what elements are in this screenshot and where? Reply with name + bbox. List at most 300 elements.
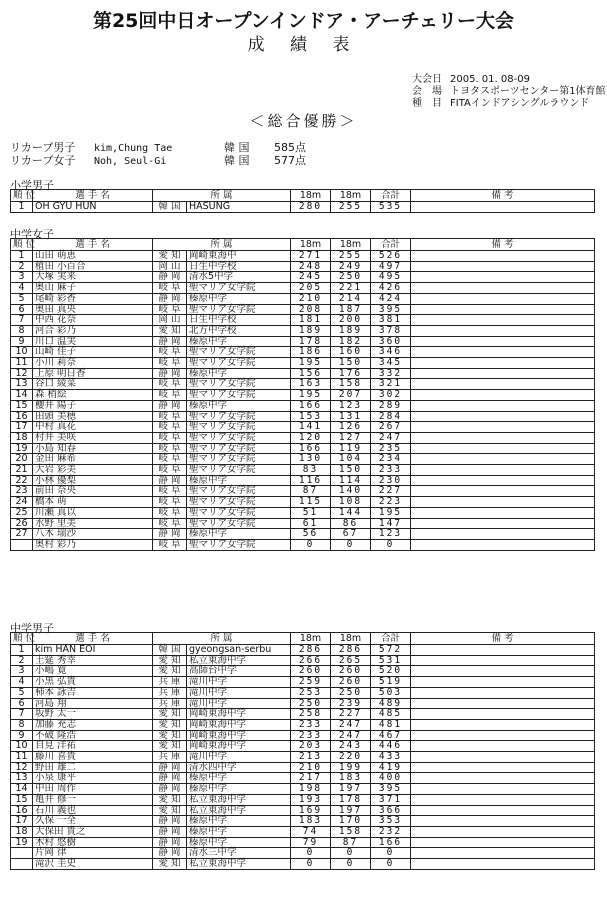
round2-score-cell: 239 <box>331 698 371 709</box>
prefecture-cell: 岐 阜 <box>153 539 187 550</box>
prefecture-cell: 静 岡 <box>153 837 187 848</box>
round2-score-cell: 200 <box>331 315 371 326</box>
header-round1: 18m <box>291 239 331 251</box>
rank-cell: 5 <box>11 687 33 698</box>
prefecture-cell: 静 岡 <box>153 816 187 827</box>
round1-score-cell: 210 <box>291 762 331 773</box>
prefecture-cell: 岐 阜 <box>153 390 187 401</box>
rank-cell: 19 <box>11 837 33 848</box>
note-cell <box>411 826 595 837</box>
round2-score-cell: 249 <box>331 261 371 272</box>
club-cell: 聖マリア女学院 <box>187 539 291 550</box>
athlete-name-cell: 野田 雄二 <box>33 762 153 773</box>
award-score: 585点 <box>274 141 306 154</box>
total-score-cell: 467 <box>371 730 411 741</box>
athlete-name-cell: 中村 真花 <box>33 422 153 433</box>
round1-score-cell: 0 <box>291 539 331 550</box>
prefecture-cell: 岐 阜 <box>153 379 187 390</box>
club-cell: 榛原中学 <box>187 784 291 795</box>
prefecture-cell: 兵 庫 <box>153 677 187 688</box>
document-subtitle: 成 績 表 <box>247 35 360 55</box>
prefecture-cell: 愛 知 <box>153 719 187 730</box>
table-row <box>11 719 595 730</box>
total-score-cell: 166 <box>371 837 411 848</box>
header-round2: 18m <box>331 190 371 202</box>
table-row <box>11 752 595 763</box>
rank-cell: 3 <box>11 272 33 283</box>
round1-score-cell: 87 <box>291 486 331 497</box>
round1-score-cell: 166 <box>291 443 331 454</box>
header-total: 合計 <box>371 633 411 645</box>
prefecture-cell: 岐 阜 <box>153 507 187 518</box>
note-cell <box>411 465 595 476</box>
club-cell: 聖マリア女学院 <box>187 497 291 508</box>
club-cell: 北方中学校 <box>187 325 291 336</box>
table-row <box>11 741 595 752</box>
total-score-cell: 446 <box>371 741 411 752</box>
club-cell: 清水四中学 <box>187 762 291 773</box>
prefecture-cell: 愛 知 <box>153 666 187 677</box>
total-score-cell: 481 <box>371 719 411 730</box>
note-cell <box>411 454 595 465</box>
note-cell <box>411 848 595 859</box>
header-total: 合計 <box>371 239 411 251</box>
prefecture-cell: 愛 知 <box>153 655 187 666</box>
club-cell: 岡崎東海中学 <box>187 730 291 741</box>
award-country: 韓 国 <box>224 154 250 167</box>
table-row <box>11 390 595 401</box>
prefecture-cell: 愛 知 <box>153 859 187 870</box>
table-row <box>11 730 595 741</box>
total-score-cell: 395 <box>371 784 411 795</box>
rank-cell: 21 <box>11 465 33 476</box>
table-row <box>11 709 595 720</box>
table-row <box>11 411 595 422</box>
rank-cell: 3 <box>11 666 33 677</box>
table-row <box>11 272 595 283</box>
round2-score-cell: 150 <box>331 465 371 476</box>
header-name: 選 手 名 <box>33 190 153 202</box>
round2-score-cell: 187 <box>331 304 371 315</box>
total-score-cell: 381 <box>371 315 411 326</box>
round2-score-cell: 221 <box>331 283 371 294</box>
club-cell: 私立東海中学 <box>187 859 291 870</box>
club-cell: 聖マリア女学院 <box>187 432 291 443</box>
club-cell: 私立東海中学 <box>187 805 291 816</box>
club-cell: 聖マリア女学院 <box>187 507 291 518</box>
total-score-cell: 223 <box>371 497 411 508</box>
event-venue-value: トヨタスポーツセンター第1体育館 <box>450 86 606 97</box>
athlete-name-cell: 河島 翔 <box>33 698 153 709</box>
total-score-cell: 526 <box>371 251 411 262</box>
note-cell <box>411 400 595 411</box>
round2-score-cell: 126 <box>331 422 371 433</box>
table-row <box>11 687 595 698</box>
athlete-name-cell: 植田 小百合 <box>33 261 153 272</box>
round1-score-cell: 79 <box>291 837 331 848</box>
total-score-cell: 400 <box>371 773 411 784</box>
rank-cell: 13 <box>11 379 33 390</box>
round2-score-cell: 255 <box>331 202 371 213</box>
athlete-name-cell: 橋本 萌 <box>33 497 153 508</box>
prefecture-cell: 静 岡 <box>153 826 187 837</box>
prefecture-cell: 静 岡 <box>153 773 187 784</box>
table-header-row <box>11 190 595 202</box>
rank-cell: 24 <box>11 497 33 508</box>
club-cell: 聖マリア女学院 <box>187 347 291 358</box>
header-note: 備 考 <box>411 190 595 202</box>
club-cell: 榛原中学 <box>187 837 291 848</box>
rank-cell: 27 <box>11 529 33 540</box>
prefecture-cell: 兵 庫 <box>153 752 187 763</box>
round2-score-cell: 86 <box>331 518 371 529</box>
header-affiliation: 所 属 <box>153 239 291 251</box>
club-cell: 清水三中学 <box>187 848 291 859</box>
round1-score-cell: 0 <box>291 859 331 870</box>
header-affiliation: 所 属 <box>153 633 291 645</box>
rank-cell: 10 <box>11 347 33 358</box>
round1-score-cell: 286 <box>291 645 331 656</box>
club-cell: 聖マリア女学院 <box>187 283 291 294</box>
round1-score-cell: 245 <box>291 272 331 283</box>
prefecture-cell: 岐 阜 <box>153 518 187 529</box>
total-score-cell: 195 <box>371 507 411 518</box>
note-cell <box>411 741 595 752</box>
total-score-cell: 366 <box>371 805 411 816</box>
table-row <box>11 347 595 358</box>
note-cell <box>411 837 595 848</box>
round1-score-cell: 61 <box>291 518 331 529</box>
note-cell <box>411 859 595 870</box>
club-cell: 榛原中学 <box>187 293 291 304</box>
prefecture-cell: 静 岡 <box>153 529 187 540</box>
event-venue-row <box>412 86 606 98</box>
athlete-name-cell: OH GYU HUN <box>33 202 153 213</box>
prefecture-cell: 静 岡 <box>153 272 187 283</box>
round1-score-cell: 260 <box>291 666 331 677</box>
note-cell <box>411 304 595 315</box>
club-cell: 聖マリア女学院 <box>187 422 291 433</box>
table-row <box>11 698 595 709</box>
athlete-name-cell: 小川 莉奈 <box>33 358 153 369</box>
note-cell <box>411 794 595 805</box>
round1-score-cell: 195 <box>291 358 331 369</box>
header-round1: 18m <box>291 633 331 645</box>
prefecture-cell: 愛 知 <box>153 730 187 741</box>
athlete-name-cell: 小林 優梨 <box>33 475 153 486</box>
rank-cell: 5 <box>11 293 33 304</box>
prefecture-cell: 岐 阜 <box>153 443 187 454</box>
round2-score-cell: 144 <box>331 507 371 518</box>
table-row <box>11 486 595 497</box>
table-row <box>11 304 595 315</box>
round1-score-cell: 248 <box>291 261 331 272</box>
table-row <box>11 816 595 827</box>
total-score-cell: 531 <box>371 655 411 666</box>
round2-score-cell: 67 <box>331 529 371 540</box>
rank-cell: 23 <box>11 486 33 497</box>
note-cell <box>411 379 595 390</box>
athlete-name-cell: 村井 美咲 <box>33 432 153 443</box>
prefecture-cell: 岐 阜 <box>153 432 187 443</box>
table-row <box>11 677 595 688</box>
table-row <box>11 784 595 795</box>
rank-cell: 15 <box>11 794 33 805</box>
rank-cell: 26 <box>11 518 33 529</box>
total-score-cell: 371 <box>371 794 411 805</box>
total-score-cell: 321 <box>371 379 411 390</box>
header-note: 備 考 <box>411 633 595 645</box>
total-score-cell: 419 <box>371 762 411 773</box>
header-round2: 18m <box>331 239 371 251</box>
header-note: 備 考 <box>411 239 595 251</box>
round2-score-cell: 197 <box>331 805 371 816</box>
round1-score-cell: 259 <box>291 677 331 688</box>
athlete-name-cell: 滝沢 圭史 <box>33 859 153 870</box>
note-cell <box>411 816 595 827</box>
header-round2: 18m <box>331 633 371 645</box>
total-score-cell: 489 <box>371 698 411 709</box>
rank-cell: 14 <box>11 784 33 795</box>
athlete-name-cell: 片岡 律 <box>33 848 153 859</box>
round2-score-cell: 220 <box>331 752 371 763</box>
round1-score-cell: 258 <box>291 709 331 720</box>
prefecture-cell: 岐 阜 <box>153 486 187 497</box>
rank-cell: 17 <box>11 422 33 433</box>
club-cell: 聖マリア女学院 <box>187 390 291 401</box>
header-affiliation: 所 属 <box>153 190 291 202</box>
total-score-cell: 433 <box>371 752 411 763</box>
note-cell <box>411 698 595 709</box>
round1-score-cell: 115 <box>291 497 331 508</box>
total-score-cell: 503 <box>371 687 411 698</box>
total-score-cell: 123 <box>371 529 411 540</box>
round2-score-cell: 176 <box>331 368 371 379</box>
round1-score-cell: 193 <box>291 794 331 805</box>
prefecture-cell: 静 岡 <box>153 762 187 773</box>
total-score-cell: 332 <box>371 368 411 379</box>
club-cell: 榛原中学 <box>187 336 291 347</box>
prefecture-cell: 愛 知 <box>153 741 187 752</box>
group-label-elementary-boys: 小学男子 <box>10 179 54 192</box>
prefecture-cell: 岡 山 <box>153 261 187 272</box>
table-row <box>11 368 595 379</box>
prefecture-cell: 韓 国 <box>153 645 187 656</box>
award-row <box>10 152 306 168</box>
club-cell: 聖マリア女学院 <box>187 454 291 465</box>
prefecture-cell: 岐 阜 <box>153 347 187 358</box>
table-row <box>11 645 595 656</box>
total-score-cell: 426 <box>371 283 411 294</box>
round2-score-cell: 182 <box>331 336 371 347</box>
table-row <box>11 826 595 837</box>
table-row <box>11 202 595 213</box>
round1-score-cell: 183 <box>291 816 331 827</box>
athlete-name-cell: 奥田 真央 <box>33 304 153 315</box>
rank-cell: 12 <box>11 368 33 379</box>
total-score-cell: 0 <box>371 539 411 550</box>
note-cell <box>411 655 595 666</box>
club-cell: HASUNG <box>187 202 291 213</box>
athlete-name-cell: 前田 奈央 <box>33 486 153 497</box>
round2-score-cell: 178 <box>331 794 371 805</box>
club-cell: 榛原中学 <box>187 816 291 827</box>
rank-cell: 16 <box>11 805 33 816</box>
table-row <box>11 475 595 486</box>
prefecture-cell: 兵 庫 <box>153 698 187 709</box>
club-cell: 聖マリア女学院 <box>187 358 291 369</box>
round1-score-cell: 169 <box>291 805 331 816</box>
award-category: リカーブ男子 <box>10 141 76 154</box>
rank-cell <box>11 848 33 859</box>
rank-cell: 4 <box>11 677 33 688</box>
rank-cell: 1 <box>11 251 33 262</box>
round1-score-cell: 250 <box>291 698 331 709</box>
athlete-name-cell: 小黒 弘貴 <box>33 677 153 688</box>
round1-score-cell: 74 <box>291 826 331 837</box>
round1-score-cell: 266 <box>291 655 331 666</box>
prefecture-cell: 岐 阜 <box>153 454 187 465</box>
athlete-name-cell: 石川 義也 <box>33 805 153 816</box>
total-score-cell: 302 <box>371 390 411 401</box>
round2-score-cell: 158 <box>331 379 371 390</box>
round2-score-cell: 243 <box>331 741 371 752</box>
total-score-cell: 520 <box>371 666 411 677</box>
prefecture-cell: 岐 阜 <box>153 411 187 422</box>
award-country: 韓 国 <box>224 141 250 154</box>
athlete-name-cell: 土筵 秀幸 <box>33 655 153 666</box>
note-cell <box>411 497 595 508</box>
club-cell: 聖マリア女学院 <box>187 411 291 422</box>
total-score-cell: 345 <box>371 358 411 369</box>
round2-score-cell: 127 <box>331 432 371 443</box>
note-cell <box>411 486 595 497</box>
round2-score-cell: 250 <box>331 687 371 698</box>
athlete-name-cell: 小泉 康平 <box>33 773 153 784</box>
table-row <box>11 261 595 272</box>
note-cell <box>411 422 595 433</box>
rank-cell: 13 <box>11 773 33 784</box>
event-date-label: 大会日 <box>412 74 442 85</box>
round1-score-cell: 186 <box>291 347 331 358</box>
rank-cell: 7 <box>11 709 33 720</box>
prefecture-cell: 岐 阜 <box>153 497 187 508</box>
rank-cell: 6 <box>11 304 33 315</box>
club-cell: 滝川中学 <box>187 698 291 709</box>
rank-cell: 2 <box>11 261 33 272</box>
athlete-name-cell: 川瀬 真以 <box>33 507 153 518</box>
total-score-cell: 0 <box>371 859 411 870</box>
prefecture-cell: 兵 庫 <box>153 687 187 698</box>
table-row <box>11 432 595 443</box>
note-cell <box>411 730 595 741</box>
round1-score-cell: 141 <box>291 422 331 433</box>
round2-score-cell: 250 <box>331 272 371 283</box>
total-score-cell: 395 <box>371 304 411 315</box>
total-score-cell: 497 <box>371 261 411 272</box>
club-cell: 岡崎東海中学 <box>187 709 291 720</box>
table-row <box>11 315 595 326</box>
event-info <box>412 74 606 110</box>
round2-score-cell: 87 <box>331 837 371 848</box>
athlete-name-cell: 小島 知春 <box>33 443 153 454</box>
total-score-cell: 495 <box>371 272 411 283</box>
athlete-name-cell: 自見 洋祐 <box>33 741 153 752</box>
rank-cell: 10 <box>11 741 33 752</box>
round2-score-cell: 247 <box>331 730 371 741</box>
athlete-name-cell: 尾崎 彩香 <box>33 293 153 304</box>
prefecture-cell: 静 岡 <box>153 475 187 486</box>
rank-cell: 4 <box>11 283 33 294</box>
club-cell: 岡崎東海中学 <box>187 741 291 752</box>
rank-cell: 8 <box>11 325 33 336</box>
table-row <box>11 336 595 347</box>
athlete-name-cell: 山崎 佳子 <box>33 347 153 358</box>
group-label-junior-high-girls: 中学女子 <box>10 228 54 241</box>
club-cell: 滝川中学 <box>187 687 291 698</box>
event-type-label: 種 目 <box>412 98 442 109</box>
prefecture-cell: 愛 知 <box>153 794 187 805</box>
rank-cell <box>11 539 33 550</box>
header-rank: 順 位 <box>11 190 33 202</box>
rank-cell: 1 <box>11 645 33 656</box>
note-cell <box>411 539 595 550</box>
athlete-name-cell: 中田 周作 <box>33 784 153 795</box>
athlete-name-cell: 上原 明日香 <box>33 368 153 379</box>
club-cell: 聖マリア女学院 <box>187 379 291 390</box>
athlete-name-cell: 森 梢絵 <box>33 390 153 401</box>
club-cell: 日生中学校 <box>187 315 291 326</box>
round1-score-cell: 83 <box>291 465 331 476</box>
note-cell <box>411 390 595 401</box>
table-row <box>11 655 595 666</box>
total-score-cell: 234 <box>371 454 411 465</box>
athlete-name-cell: 久保 一全 <box>33 816 153 827</box>
note-cell <box>411 368 595 379</box>
table-row <box>11 837 595 848</box>
prefecture-cell: 静 岡 <box>153 368 187 379</box>
prefecture-cell: 静 岡 <box>153 293 187 304</box>
note-cell <box>411 677 595 688</box>
table-row <box>11 454 595 465</box>
event-date-value: 2005. 01. 08-09 <box>450 74 530 85</box>
rank-cell <box>11 859 33 870</box>
athlete-name-cell: 櫻井 陽子 <box>33 400 153 411</box>
round2-score-cell: 255 <box>331 251 371 262</box>
total-score-cell: 230 <box>371 475 411 486</box>
prefecture-cell: 静 岡 <box>153 784 187 795</box>
results-table-elementary-boys <box>10 189 595 213</box>
prefecture-cell: 愛 知 <box>153 251 187 262</box>
note-cell <box>411 432 595 443</box>
table-row <box>11 251 595 262</box>
round2-score-cell: 0 <box>331 848 371 859</box>
athlete-name-cell: 坂野 太一 <box>33 709 153 720</box>
club-cell: 榛原中学 <box>187 475 291 486</box>
note-cell <box>411 283 595 294</box>
athlete-name-cell: 奥村 彩乃 <box>33 539 153 550</box>
athlete-name-cell: 金田 麻希 <box>33 454 153 465</box>
athlete-name-cell: kim HAN EOI <box>33 645 153 656</box>
club-cell: 私立東海中学 <box>187 655 291 666</box>
award-category: リカーブ女子 <box>10 154 76 167</box>
table-row <box>11 762 595 773</box>
table-row <box>11 848 595 859</box>
round1-score-cell: 205 <box>291 283 331 294</box>
athlete-name-cell: 加藤 充志 <box>33 719 153 730</box>
total-score-cell: 284 <box>371 411 411 422</box>
club-cell: 滝川中学 <box>187 752 291 763</box>
